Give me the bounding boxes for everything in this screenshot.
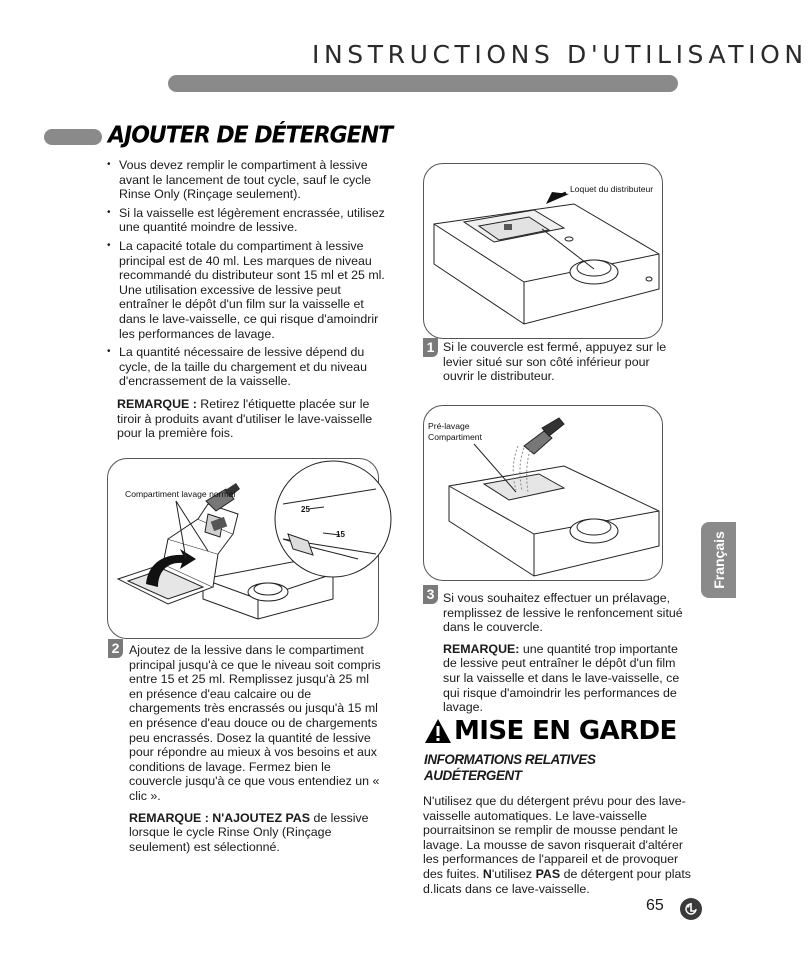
warning-subtitle-line1: INFORMATIONS RELATIVES — [424, 752, 596, 767]
note-remove-label — [117, 397, 392, 441]
warning-body-text: de détergent pour plats d.licats dans ce lave-vaisselle. — [423, 866, 692, 896]
note-text: Retirez l'étiquette placée sur le tiroir à produits avant d'utiliser le lave-vaisselle pour la première fois. — [117, 397, 373, 441]
bullet-item: • La capacité totale du compartiment à lessive principal est de 40 ml. Les marques de niveau recommandé du distributeur sont 15 ml et 25 ml. Une utilisation excessive de lessive peut entraîner le dépôt d'un film sur la vaisselle et dans le lave-vaisselle, ce qui risque d'amoindrir les performances de lavage. — [107, 239, 392, 341]
bullet-item: • Vous devez remplir le compartiment à lessive avant le lancement de tout cycle, sauf le cycle Rinse Only (Rinçage seulement). — [107, 158, 392, 202]
lg-logo — [680, 898, 702, 920]
level-mark-25: 25 — [301, 505, 310, 514]
step-3-note — [443, 642, 688, 715]
figure-main-compartment — [107, 458, 379, 639]
header-bar — [168, 75, 678, 92]
warning-subtitle — [424, 752, 674, 784]
section-pill — [44, 129, 102, 145]
bullet-item: • La quantité nécessaire de lessive dépend du cycle, de la taille du chargement et du niveau d'encrassement de la vaisselle. — [107, 345, 392, 389]
warning-title: MISE EN GARDE — [454, 716, 677, 746]
step-3-note-text: une quantité trop importante de lessive peut entraîner le dépôt d'un film sur la vaisselle et dans le lave-vaisselle, ce qui risque d'amoindrir les performances de lavage. — [443, 641, 680, 715]
warning-heading — [424, 716, 677, 746]
step-3-note-label: REMARQUE: — [443, 641, 520, 656]
step-number-2: 2 — [108, 639, 123, 658]
page-header-title: INSTRUCTIONS D'UTILISATION — [312, 40, 808, 69]
page-number: 65 — [646, 897, 664, 914]
language-tab-label: Français — [710, 531, 727, 589]
warning-body-bold-pas: PAS — [535, 866, 561, 881]
level-mark-15: 15 — [336, 530, 345, 539]
step-1-text — [443, 340, 683, 384]
dispenser-open-illustration — [108, 459, 380, 640]
language-tab — [701, 522, 736, 598]
step-2-paragraph: Ajoutez de la lessive dans le compartiment principal jusqu'à ce que le niveau soit compris entre 15 et 25 ml. Remplissez jusqu'à 25 ml en présence d'eau calcaire ou de chargements très encrassés ou jusqu'à 15 ml en présence d'eau douce ou de chargements peu encrassés. Dosez la quantité de lessive pour répondre au mieux à vos besoins et aux conditions de lavage. Fermez bien le couvercle jusqu'à ce que vous entendiez un « clic ». — [129, 643, 381, 803]
note-label: REMARQUE : — [117, 397, 197, 411]
figure-label-latch: Loquet du distributeur — [570, 184, 654, 194]
step-2-note-text: de lessive lorsque le cycle Rinse Only (Rinçage seulement) est sélectionné. — [129, 810, 369, 854]
step-number-1: 1 — [423, 338, 438, 357]
step-2-text — [129, 643, 381, 854]
warning-triangle-icon — [424, 718, 452, 744]
figure-prewash — [423, 405, 663, 581]
figure-label-prewash-line1: Pré-lavage — [428, 421, 470, 431]
warning-body-text: N'utilisez que du détergent prévu pour des lave-vaisselle automatiques. Le lave-vaisselle pourraitsinon se remplir de mousse pendant le lavage. La mousse de savon risquerait d'altérer les performances de l'appareil et de provoquer des fuites. — [423, 794, 686, 881]
instruction-bullets — [107, 158, 392, 393]
step-2-note-label: REMARQUE : N'AJOUTEZ PAS — [129, 810, 311, 825]
step-3-text — [443, 591, 688, 715]
step-2-note — [129, 811, 381, 855]
warning-subtitle-line2: AUDÉTERGENT — [424, 768, 522, 783]
warning-body-text: 'utilisez — [491, 866, 536, 881]
figure-dispenser-latch — [423, 163, 663, 339]
figure-label-prewash-line2: Compartiment — [428, 432, 482, 442]
figure-label-main-compartment: Compartiment lavage normal — [125, 489, 236, 499]
bullet-item: • Si la vaisselle est légèrement encrassée, utilisez une quantité moindre de lessive. — [107, 206, 392, 235]
step-1-paragraph: Si le couvercle est fermé, appuyez sur le levier situé sur son côté inférieur pour ouvrir le distributeur. — [443, 340, 667, 384]
step-3-paragraph: Si vous souhaitez effectuer un prélavage, remplissez de lessive le renfoncement situé dans le couvercle. — [443, 591, 683, 635]
warning-body — [423, 794, 695, 896]
section-title: AJOUTER DE DÉTERGENT — [108, 122, 393, 149]
zoom-circle — [275, 461, 391, 577]
step-number-3: 3 — [423, 585, 438, 604]
warning-body-bold-n: N — [482, 866, 492, 881]
